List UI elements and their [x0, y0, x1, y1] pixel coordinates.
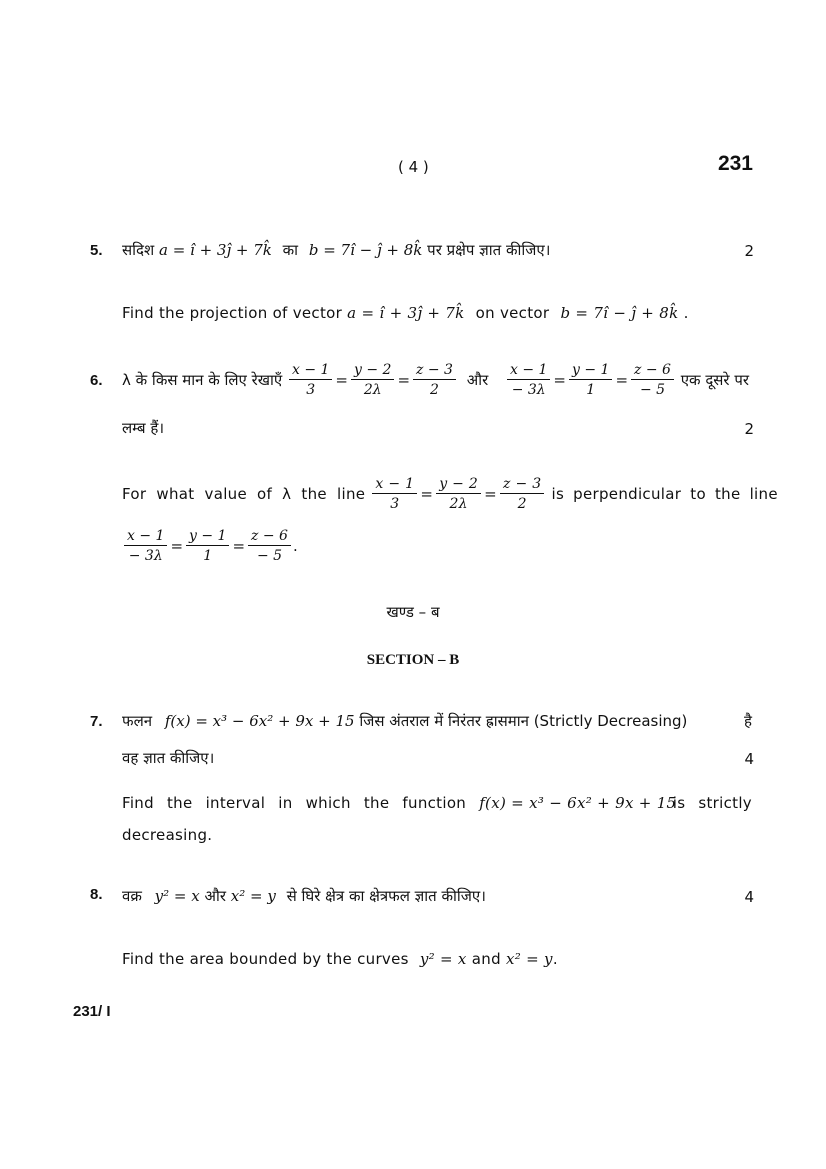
q8-hindi-prefix: वक्र — [122, 887, 142, 905]
fraction: $\frac{y - 2}{2\lambda}$ — [436, 476, 481, 512]
footer-code: 231/ I — [73, 1003, 111, 1020]
question-number: 8. — [90, 886, 103, 903]
curve-expression: y² = x — [419, 950, 467, 968]
marks: 2 — [744, 420, 754, 438]
fraction: $\frac{x - 1}{3}$ — [289, 362, 332, 398]
curve-expression: y² = x — [154, 887, 200, 905]
question-7-english — [122, 794, 676, 812]
question-8-english — [122, 950, 558, 968]
q7-hindi-line2: वह ज्ञात कीजिए। — [122, 749, 215, 767]
marks: 2 — [744, 242, 754, 260]
q6-english-end: . — [292, 537, 298, 555]
marks: 4 — [744, 888, 754, 906]
q8-english-prefix: Find the area bounded by the curves — [122, 950, 409, 968]
fraction: $\frac{z - 3}{2}$ — [413, 362, 456, 398]
q5-hindi-prefix: सदिश — [122, 241, 155, 259]
section-heading-hindi: खण्ड – ब — [386, 603, 440, 621]
fraction: $\frac{x - 1}{- 3\lambda}$ — [507, 362, 550, 398]
q6-hindi-line2: लम्ब हैं। — [122, 419, 165, 437]
vector-b: b = 7î − ĵ + 8k̂ — [308, 241, 423, 259]
fraction: $\frac{x - 1}{3}$ — [372, 476, 417, 512]
q6-english-suffix: is perpendicular to the line — [551, 485, 778, 503]
question-number: 5. — [90, 242, 103, 259]
function-expression: f(x) = x³ − 6x² + 9x + 15 — [479, 794, 677, 812]
q6-hindi-mid: और — [466, 371, 489, 389]
fraction: $\frac{z - 3}{2}$ — [500, 476, 544, 512]
curve-expression: x² = y — [505, 950, 553, 968]
q5-hindi-suffix: पर प्रक्षेप ज्ञात कीजिए। — [427, 241, 551, 259]
q5-english-prefix: Find the projection of vector — [122, 304, 343, 322]
q7-hindi-suffix: जिस अंतराल में निरंतर ह्रासमान (Strictly Decreasing) — [359, 712, 688, 730]
q6-hindi-prefix: λ के किस मान के लिए रेखाएँ — [122, 371, 283, 389]
question-5-english — [122, 304, 689, 322]
fraction: $\frac{y - 2}{2\lambda}$ — [351, 362, 394, 398]
q8-english-end: . — [552, 950, 558, 968]
q6-hindi-suffix: एक दूसरे पर — [680, 371, 749, 389]
question-number: 6. — [90, 372, 103, 389]
fraction: $\frac{y - 1}{1}$ — [569, 362, 612, 398]
q8-hindi-mid: और — [204, 887, 226, 905]
fraction: $\frac{x - 1}{- 3\lambda}$ — [124, 528, 167, 564]
marks: 4 — [744, 750, 754, 768]
fraction: $\frac{z - 6}{- 5}$ — [631, 362, 674, 398]
q5-hindi-mid: का — [282, 241, 299, 259]
vector-a: a = î + 3ĵ + 7k̂ — [347, 304, 465, 322]
q7-english-line2: decreasing. — [122, 826, 213, 844]
q7-hindi-end: है — [744, 712, 752, 730]
question-number: 7. — [90, 713, 103, 730]
fraction: $\frac{y - 1}{1}$ — [186, 528, 229, 564]
section-heading-english: SECTION – B — [366, 652, 460, 668]
fraction: $\frac{z - 6}{- 5}$ — [248, 528, 291, 564]
q7-english-prefix: Find the interval in which the function — [122, 794, 467, 812]
q6-english-prefix: For what value of λ the line — [122, 485, 366, 503]
curve-expression: x² = y — [230, 887, 276, 905]
page-number: ( 4 ) — [398, 158, 429, 176]
function-expression: f(x) = x³ − 6x² + 9x + 15 — [164, 712, 355, 730]
q7-hindi-prefix: फलन — [122, 712, 153, 730]
q5-english-suffix: . — [683, 304, 689, 322]
question-7-hindi — [122, 711, 687, 731]
q5-english-mid: on vector — [475, 304, 550, 322]
question-6-english: For what value of λ the line $\frac{x - 1}{3}$ = $\frac{y - 2}{2\lambda}$ = $\frac{z - 3}{2}$ is perpendicular to the line — [122, 476, 778, 512]
q8-hindi-suffix: से घिरे क्षेत्र का क्षेत्रफल ज्ञात कीजिए। — [286, 887, 486, 905]
vector-b: b = 7î − ĵ + 8k̂ — [560, 304, 679, 322]
question-8-hindi — [122, 886, 486, 906]
question-5-hindi — [122, 240, 550, 260]
q7-english-suffix: is strictly — [672, 794, 752, 812]
question-6-hindi: λ के किस मान के लिए रेखाएँ $\frac{x - 1}{3}$ = $\frac{y - 2}{2\lambda}$ = $\frac{z - 3}{2}$ और $\frac{x - 1}{- 3\lambda}$ = $\frac{y - 1}{1}$ = $\frac{z - 6}{- 5}$ एक दूसरे पर — [122, 362, 749, 398]
vector-a: a = î + 3ĵ + 7k̂ — [158, 241, 272, 259]
q8-english-mid: and — [471, 950, 501, 968]
paper-code: 231 — [717, 152, 753, 175]
question-6-english-line2: $\frac{x - 1}{- 3\lambda}$ = $\frac{y - 1}{1}$ = $\frac{z - 6}{- 5}$ . — [122, 528, 298, 564]
